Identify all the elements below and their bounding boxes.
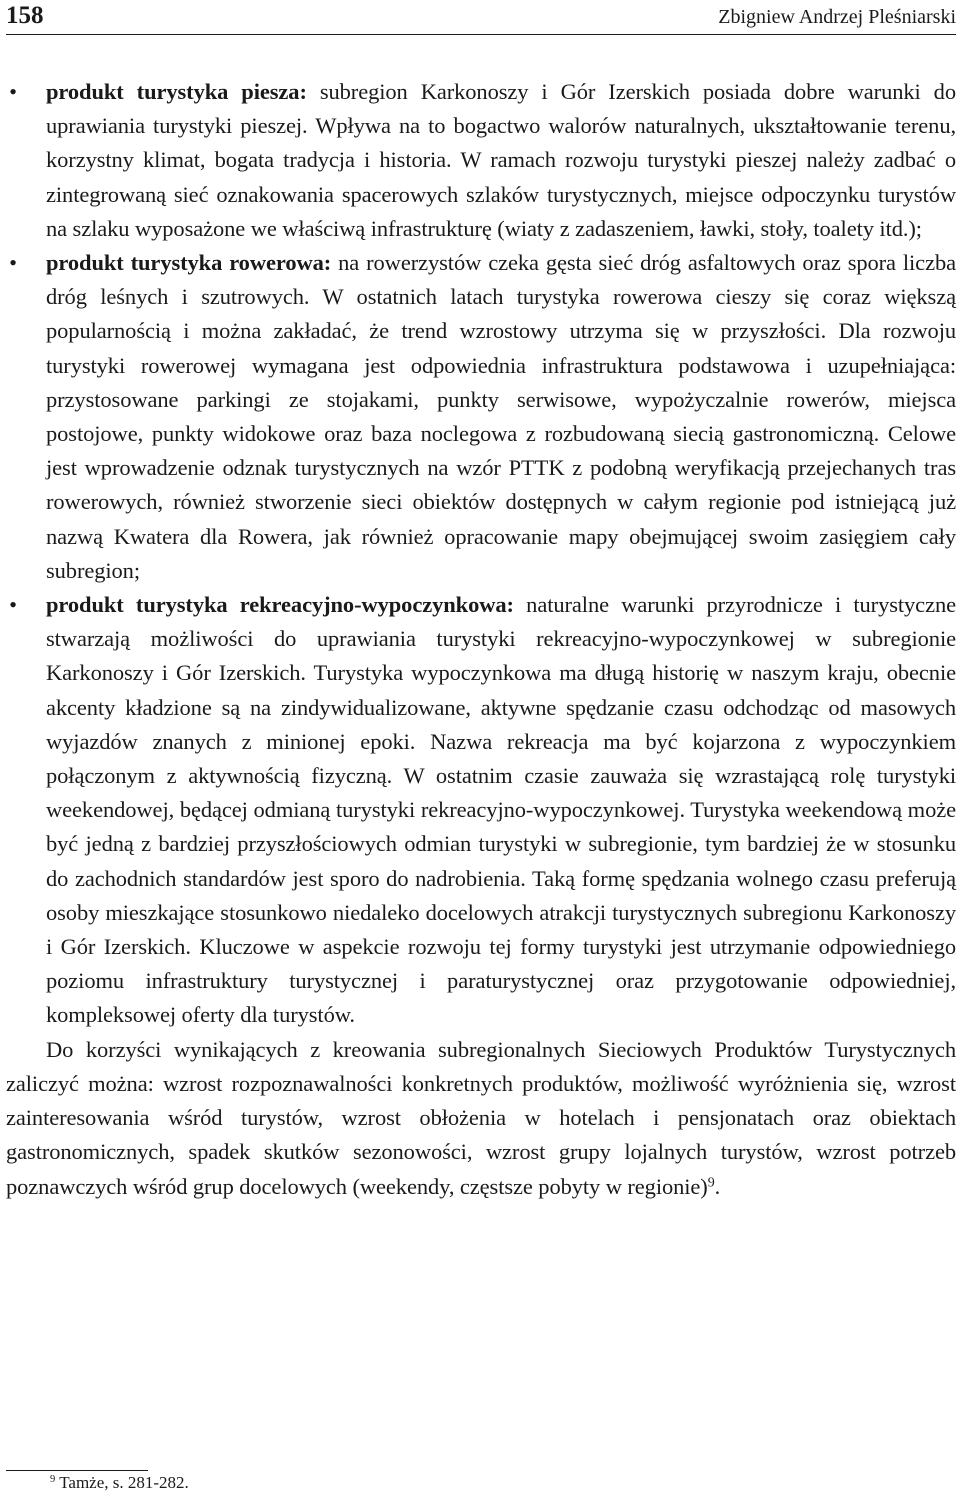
footnote-text: Tamże, s. 281-282. [55,1473,189,1492]
running-head-author: Zbigniew Andrzej Pleśniarski [718,6,956,28]
paragraph-end: . [714,1173,721,1199]
footnote-number: 9 [50,1474,56,1486]
main-text [6,75,956,1204]
list-item-term: produkt turystyka rekreacyjno-wypoczynkowa: [46,592,514,618]
list-item-term: produkt turystyka piesza: [46,79,307,104]
list-item [6,588,956,1033]
list-item-term: produkt turystyka rowerowa: [46,250,332,276]
paragraph-text: Do korzyści wynikających z kreowania subregionalnych Sieciowych Produktów Turystycznych zaliczyć można: wzrost rozpoznawalności konkretnych produktów, możliwość wyróżnienia się, wzrost zainteresowania wśród turystów, wzrost obłożenia w hotelach i pensjonatach oraz obiektach gastronomicznych, spadek skutków sezonowości, wzrost grupy lojalnych turystów, wzrost potrzeb poznawczych wśród grup docelowych (weekendy, częstsze pobyty w regionie) [6,1036,956,1199]
list-item [6,246,956,588]
footnote [50,1474,189,1491]
page-header [6,0,956,35]
product-list [6,75,956,1033]
bullet-icon: • [9,592,17,618]
bullet-icon: • [9,250,17,276]
list-item [6,75,956,246]
body-paragraph [6,1033,956,1204]
footnote-divider [6,1470,148,1471]
bullet-icon: • [9,79,17,104]
page-number: 158 [6,2,44,29]
list-item-text: subregion Karkonoszy i Gór Izerskich posiada dobre warunki do uprawiania turystyki pieszej. Wpływa na to bogactwo walorów naturalnych, ukształtowanie terenu, korzystny klimat, bogata tradycja i historia. W ramach rozwoju turystyki pieszej należy zadbać o zintegrowaną sieć oznakowania spacerowych szlaków turystycznych, miejsce odpoczynku turystów na szlaku wyposażone we właściwą infrastrukturę (wiaty z zadaszeniem, ławki, stoły, toalety itd.); [46,79,956,241]
footnote-reference[interactable]: 9 [707,1174,715,1190]
list-item-text: na rowerzystów czeka gęsta sieć dróg asfaltowych oraz spora liczba dróg leśnych i szutrowych. W ostatnich latach turystyka rowerowa cieszy się coraz większą popularnością i można zakładać, że trend wzrostowy utrzyma się w przyszłości. Dla rozwoju turystyki rowerowej wymagana jest odpowiednia infrastruktura podstawowa i uzupełniająca: przystosowane parkingi ze stojakami, punkty serwisowe, wypożyczalnie rowerów, miejsca postojowe, punkty widokowe oraz baza noclegowa z rozbudowaną siecią gastronomiczną. Celowe jest wprowadzenie odznak turystycznych na wzór PTTK z podobną weryfikacją przejechanych tras rowerowych, również stworzenie sieci obiektów dostępnych w całym regionie pod istniejącą już nazwą Kwatera dla Rowera, jak również opracowanie mapy obejmującej swoim zasięgiem cały subregion; [46,250,956,583]
list-item-text: naturalne warunki przyrodnicze i turystyczne stwarzają możliwości do uprawiania turystyki rekreacyjno-wypoczynkowej w subregionie Karkonoszy i Gór Izerskich. Turystyka wypoczynkowa ma długą historię w naszym kraju, obecnie akcenty kładzione są na zindywidualizowane, aktywne spędzanie czasu odchodząc od masowych wyjazdów znanych z minionej epoki. Nazwa rekreacja ma być kojarzona z wypoczynkiem połączonym z aktywnością fizyczną. W ostatnim czasie zauważa się wzrastającą rolę turystyki weekendowej, będącej odmianą turystyki rekreacyjno-wypoczynkowej. Turystyka weekendową może być jedną z bardziej przyszłościowych odmian turystyki w subregionie, tym bardziej że w stosunku do zachodnich standardów jest sporo do nadrobienia. Taką formę spędzania wolnego czasu preferują osoby mieszkające stosunkowo niedaleko docelowych atrakcji turystycznych subregionu Karkonoszy i Gór Izerskich. Kluczowe w aspekcie rozwoju tej formy turystyki jest utrzymanie odpowiedniego poziomu infrastruktury turystycznej i paraturystycznej oraz przygotowanie odpowiedniej, kompleksowej oferty dla turystów. [46,592,956,1028]
